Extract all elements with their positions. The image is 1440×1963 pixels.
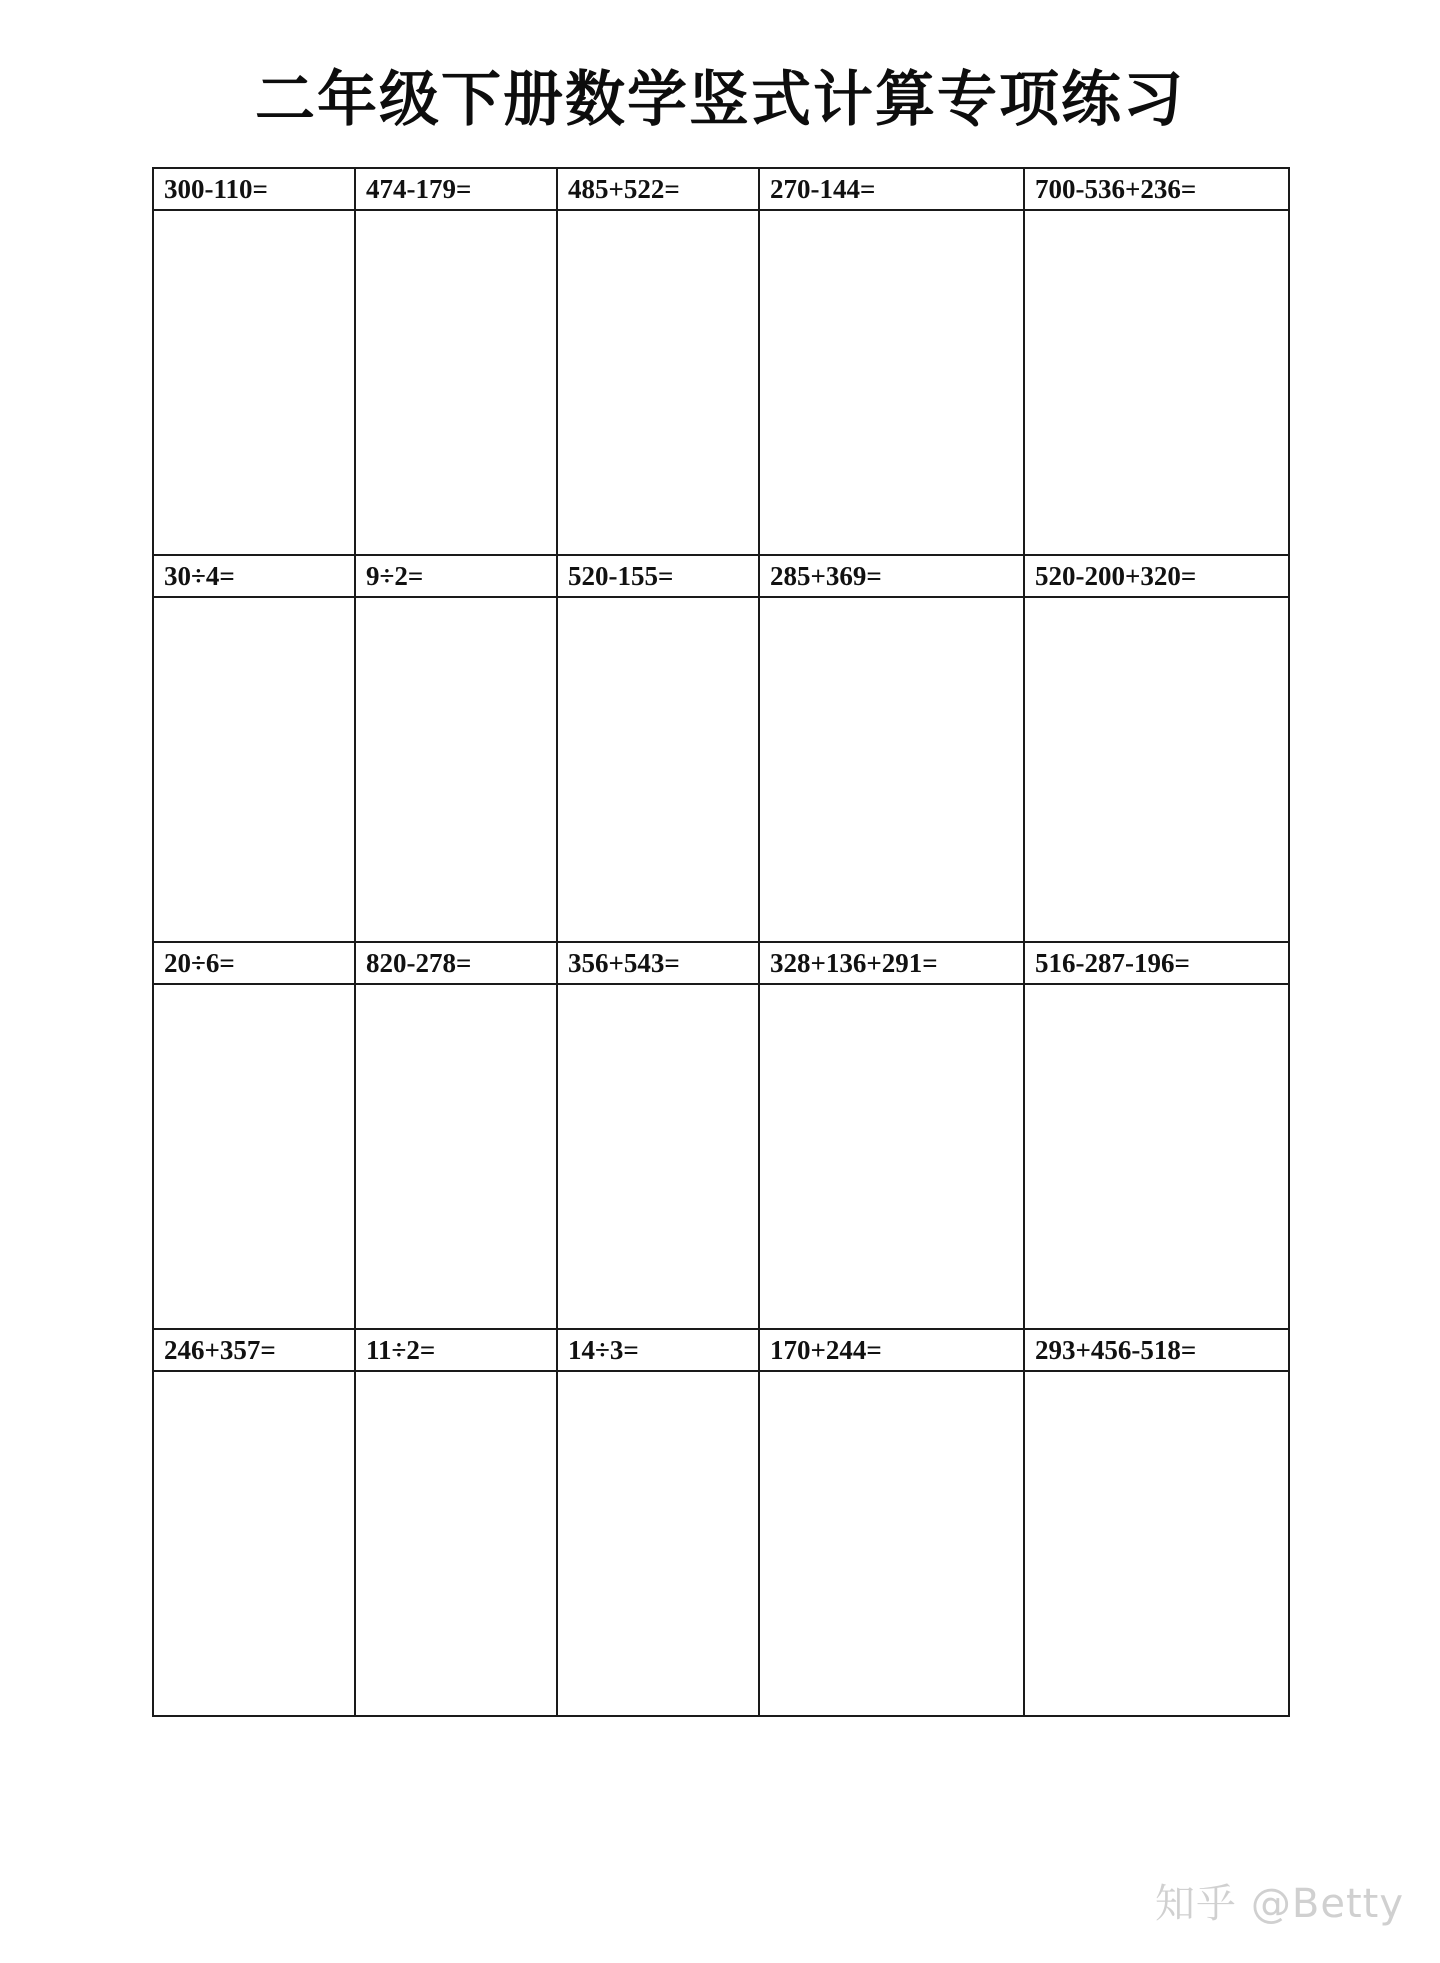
answer-space[interactable] (153, 210, 355, 555)
answer-space[interactable] (153, 1371, 355, 1716)
work-row (153, 1371, 1289, 1716)
page-title: 二年级下册数学竖式计算专项练习 (255, 65, 1185, 135)
answer-space[interactable] (153, 597, 355, 942)
problem-label: 285+369= (759, 555, 1024, 597)
answer-space[interactable] (1024, 1371, 1289, 1716)
answer-space[interactable] (759, 597, 1024, 942)
work-row (153, 597, 1289, 942)
answer-space[interactable] (355, 210, 557, 555)
watermark-author: @Betty (1250, 1881, 1404, 1927)
problem-label: 30÷4= (153, 555, 355, 597)
watermark (1155, 1872, 1404, 1929)
answer-space[interactable] (759, 210, 1024, 555)
answer-space[interactable] (1024, 597, 1289, 942)
problem-label: 293+456-518= (1024, 1329, 1289, 1371)
answer-space[interactable] (153, 984, 355, 1329)
problem-row (153, 942, 1289, 984)
problem-label: 9÷2= (355, 555, 557, 597)
problem-label: 820-278= (355, 942, 557, 984)
problem-label: 520-155= (557, 555, 759, 597)
problem-label: 270-144= (759, 168, 1024, 210)
answer-space[interactable] (1024, 210, 1289, 555)
problem-label: 14÷3= (557, 1329, 759, 1371)
problem-label: 328+136+291= (759, 942, 1024, 984)
problem-label: 520-200+320= (1024, 555, 1289, 597)
work-row (153, 984, 1289, 1329)
problem-label: 170+244= (759, 1329, 1024, 1371)
zhihu-logo-icon: 知乎 (1154, 1881, 1237, 1927)
answer-space[interactable] (557, 984, 759, 1329)
work-row (153, 210, 1289, 555)
answer-space[interactable] (557, 1371, 759, 1716)
problem-label: 246+357= (153, 1329, 355, 1371)
answer-space[interactable] (355, 597, 557, 942)
answer-space[interactable] (759, 1371, 1024, 1716)
answer-space[interactable] (557, 210, 759, 555)
problem-label: 516-287-196= (1024, 942, 1289, 984)
problem-row (153, 1329, 1289, 1371)
problem-label: 474-179= (355, 168, 557, 210)
problem-label: 700-536+236= (1024, 168, 1289, 210)
worksheet-grid (152, 167, 1290, 1717)
answer-space[interactable] (759, 984, 1024, 1329)
answer-space[interactable] (355, 984, 557, 1329)
problem-row (153, 555, 1289, 597)
answer-space[interactable] (1024, 984, 1289, 1329)
problem-label: 485+522= (557, 168, 759, 210)
answer-space[interactable] (557, 597, 759, 942)
answer-space[interactable] (355, 1371, 557, 1716)
problem-row (153, 168, 1289, 210)
problem-label: 300-110= (153, 168, 355, 210)
problem-label: 356+543= (557, 942, 759, 984)
problem-label: 20÷6= (153, 942, 355, 984)
problem-label: 11÷2= (355, 1329, 557, 1371)
